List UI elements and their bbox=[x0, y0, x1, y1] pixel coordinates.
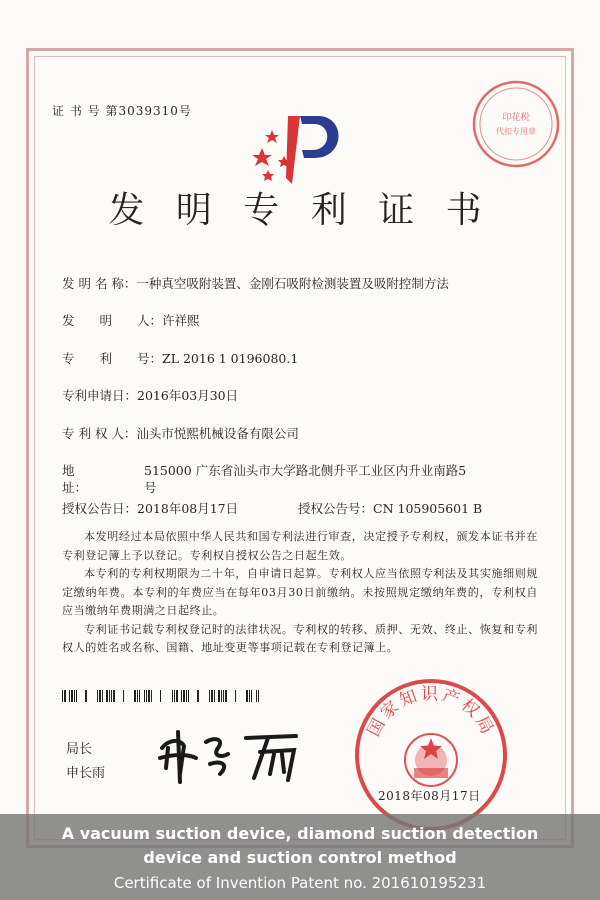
filing-date-value: 2016年03月30日 bbox=[137, 388, 239, 403]
grant-date-row bbox=[62, 500, 238, 517]
director-signature-icon bbox=[150, 718, 310, 788]
grant-date-value: 2018年08月17日 bbox=[137, 501, 239, 516]
agency-seal-icon bbox=[470, 78, 562, 170]
announcement-value: CN 105905601 B bbox=[373, 501, 483, 516]
patent-office-logo-icon bbox=[248, 108, 358, 188]
body-paragraph-1: 本发明经过本局依照中华人民共和国专利法进行审查，决定授予专利权，颁发本证书并在专利登记簿上予以登记。专利权自授权公告之日起生效。 bbox=[62, 530, 538, 562]
filing-date-row bbox=[62, 387, 238, 404]
inventor-label: 发 明 人： bbox=[62, 313, 163, 328]
patent-number-label: 专 利 号： bbox=[62, 351, 163, 366]
barcode-icon bbox=[62, 690, 262, 702]
caption-title-line-2: device and suction control method bbox=[143, 848, 457, 867]
svg-text:国家知识产权局: 国家知识产权局 bbox=[363, 684, 499, 740]
invention-name-label: 发 明 名 称： bbox=[62, 276, 137, 291]
svg-text:印花税: 印花税 bbox=[502, 113, 530, 123]
address-label: 地 址： bbox=[62, 463, 125, 495]
certificate-number: 证 书 号 第3039310号 bbox=[52, 104, 192, 118]
patentee-value: 汕头市悦熙机械设备有限公司 bbox=[136, 426, 299, 441]
director-name: 申长雨 bbox=[66, 766, 106, 781]
invention-name-value: 一种真空吸附装置、金刚石吸附检测装置及吸附控制方法 bbox=[136, 276, 449, 291]
announcement-row bbox=[298, 500, 482, 517]
svg-text:代扣专用章: 代扣专用章 bbox=[496, 127, 536, 136]
official-seal-icon bbox=[352, 676, 510, 834]
patent-number-row bbox=[62, 350, 298, 367]
patent-number-value: ZL 2016 1 0196080.1 bbox=[162, 351, 299, 366]
inventor-row bbox=[62, 312, 200, 329]
certificate-body-text bbox=[62, 528, 538, 658]
address-value: 515000 广东省汕头市大学路北侧升平工业区内升业南路5号 bbox=[144, 463, 467, 495]
seal-date: 2018年08月17日 bbox=[378, 789, 481, 803]
patentee-row bbox=[62, 425, 299, 442]
caption-subtitle: Certificate of Invention Patent no. 201610195231 bbox=[113, 874, 487, 892]
filing-date-label: 专利申请日： bbox=[62, 388, 138, 403]
announcement-label: 授权公告号： bbox=[298, 501, 374, 516]
body-paragraph-2: 本专利的专利权期限为二十年，自申请日起算。专利权人应当依照专利法及其实施细则规定缴纳年费。本专利的年费应当在每年03月30日前缴纳。未按照规定缴纳年费的，专利权自应当缴纳年费期满之日起终止。 bbox=[62, 567, 538, 617]
caption-overlay bbox=[0, 814, 600, 900]
patentee-label: 专 利 权 人： bbox=[62, 426, 137, 441]
grant-date-label: 授权公告日： bbox=[62, 501, 138, 516]
body-paragraph-3: 专利证书记载专利权登记时的法律状况。专利权的转移、质押、无效、终止、恢复和专利权人的姓名或名称、国籍、地址变更等事项记载在专利登记簿上。 bbox=[62, 622, 538, 654]
inventor-value: 许祥熙 bbox=[162, 313, 200, 328]
caption-title-line-1: A vacuum suction device, diamond suction detection bbox=[61, 824, 539, 843]
director-title: 局长 bbox=[66, 742, 93, 757]
address-row bbox=[62, 462, 482, 496]
certificate-title: 发 明 专 利 证 书 bbox=[108, 190, 492, 231]
invention-name-row bbox=[62, 275, 449, 292]
